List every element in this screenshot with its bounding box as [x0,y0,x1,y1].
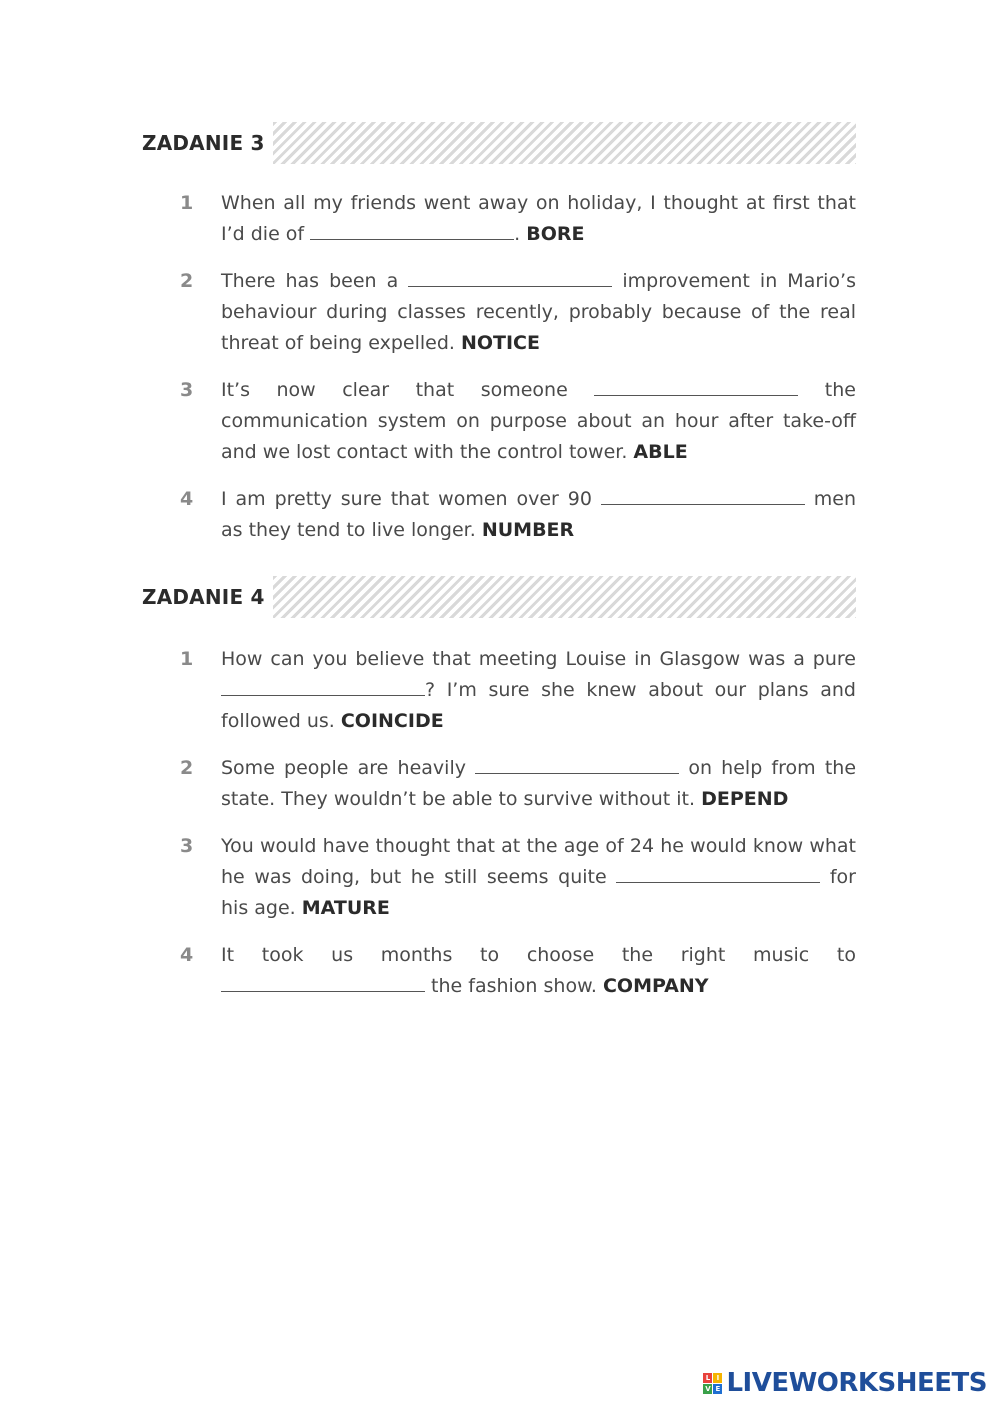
sentence-before: There has been a [221,270,409,292]
sentence-after: the fashion show. [425,975,603,997]
answer-blank[interactable] [310,221,514,240]
sentence-before: It took us months to choose the right music to [221,944,856,966]
answer-blank[interactable] [475,755,679,774]
keyword: COINCIDE [340,710,444,732]
decorative-stripe-bar [273,122,856,164]
item-number: 4 [180,944,194,966]
item-number: 1 [180,192,194,214]
keyword: NOTICE [460,332,540,354]
logo-text: LIVEWORKSHEETS [726,1368,987,1398]
item-text [221,940,856,1002]
exercise-list-zadanie-4 [180,644,856,1018]
sentence-after: ? I’m sure she knew about our plans and followed us. [221,679,856,732]
item-number: 2 [180,757,194,779]
sentence-before: When all my friends went away on holiday, I thought at first that I’d die of [221,192,856,245]
sentence-after: the communication system on purpose about an hour after take-off and we lost contact with the control tower. [221,379,856,463]
exercise-item [180,375,856,468]
answer-blank[interactable] [221,973,425,992]
exercise-item [180,831,856,924]
keyword: COMPANY [602,975,709,997]
section-header-zadanie-3 [142,122,856,164]
answer-blank[interactable] [221,677,425,696]
answer-blank[interactable] [594,377,798,396]
exercise-item [180,644,856,737]
exercise-item [180,188,856,250]
keyword: MATURE [301,897,390,919]
sentence-before: How can you believe that meeting Louise in Glasgow was a pure [221,648,856,670]
answer-blank[interactable] [616,864,820,883]
item-text [221,266,856,359]
item-text [221,753,856,815]
item-text [221,188,856,250]
item-number: 4 [180,488,194,510]
answer-blank[interactable] [601,486,805,505]
exercise-item [180,940,856,1002]
section-title: ZADANIE 3 [142,131,265,155]
exercise-item [180,266,856,359]
sentence-after: men as they tend to live longer. [221,488,857,541]
keyword: ABLE [633,441,688,463]
item-number: 3 [180,835,194,857]
liveworksheets-logo[interactable] [703,1368,987,1398]
item-number: 2 [180,270,194,292]
badge-letter-l: L [703,1373,712,1383]
answer-blank[interactable] [408,268,612,287]
badge-letter-v: V [705,1384,711,1393]
item-text [221,375,856,468]
sentence-after: for his age. [221,866,856,919]
item-number: 1 [180,648,194,670]
sentence-before: You would have thought that at the age of 24 he would know what he was doing, but he still seems quite [221,835,856,888]
sentence-before: Some people are heavily [221,757,476,779]
exercise-item [180,753,856,815]
item-text [221,484,856,546]
sentence-after: on help from the state. They wouldn’t be able to survive without it. [221,757,857,810]
sentence-before: I am pretty sure that women over 90 [221,488,601,510]
sentence-after: . [514,223,527,245]
exercise-item [180,484,856,546]
badge-letter-i: I [713,1373,722,1383]
section-header-zadanie-4 [142,576,856,618]
keyword: BORE [526,223,585,245]
section-title: ZADANIE 4 [142,585,265,609]
keyword: NUMBER [481,519,575,541]
sentence-before: It’s now clear that someone [221,379,595,401]
item-number: 3 [180,379,194,401]
sentence-after: improvement in Mario’s behaviour during classes recently, probably because of the real threat of being expelled. [221,270,856,354]
keyword: DEPEND [701,788,789,810]
exercise-list-zadanie-3 [180,188,856,562]
decorative-stripe-bar [273,576,856,618]
live-badge-icon [703,1373,722,1394]
item-text [221,831,856,924]
badge-letter-e: E [713,1384,722,1394]
item-text [221,644,856,737]
